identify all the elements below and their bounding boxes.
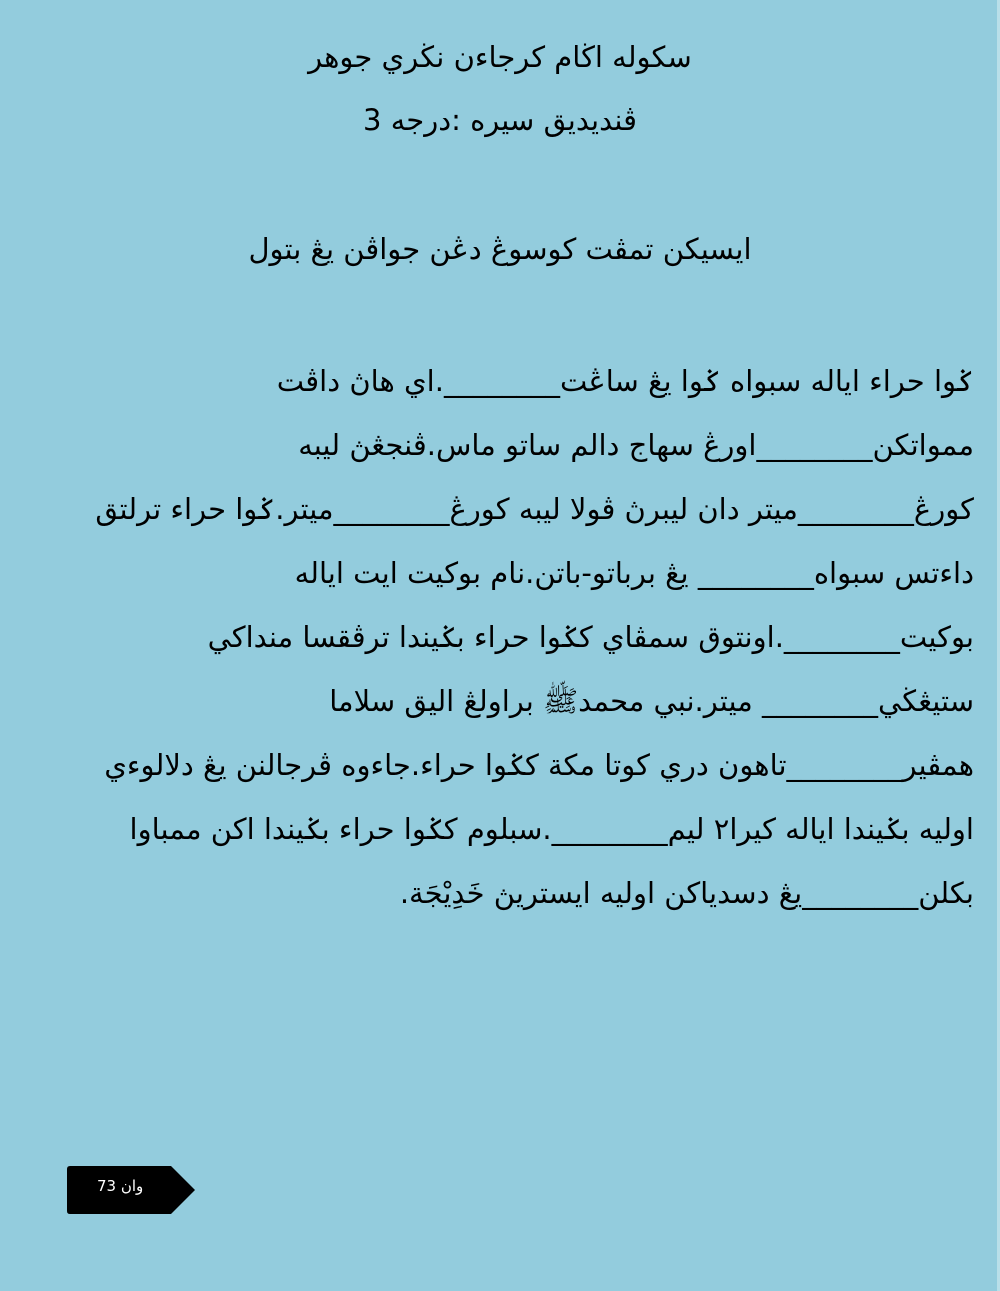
instruction-text: ايسيكن تمڤت كوسوڠ دڠن جواڤن يڠ بتول — [248, 232, 752, 266]
page-number-label: وان 73 — [97, 1177, 144, 1195]
worksheet-line: ݢوا حراء اياله سبواه ݢوا يڠ ساڠت________.اي هاڽ داڤت — [276, 364, 974, 398]
worksheet-line: كورڠ________ميتر دان ليبرڽ ڤولا ليبه كورڠ________ميتر.ݢوا حراء ترلتق — [95, 492, 974, 526]
worksheet-lines — [29, 353, 974, 929]
worksheet-line: اوليه بݢيندا اياله كيرا٢ ليم________.سبلوم كݢوا حراء بݢيندا اكن ممباوا — [129, 812, 974, 846]
school-name: سكوله اڬام كرجاءن نڬري جوهر — [308, 40, 692, 74]
worksheet-line: بوكيت________.اونتوق سمڤاي كݢوا حراء بݢيندا ترڤقسا منداكي — [207, 620, 974, 654]
worksheet-line: ستيڠڬي________ ميتر.نبي محمدﷺ براولڠ اليق سلاما — [329, 684, 974, 718]
worksheet-line: ممواتكن________اورڠ سهاج دالم ساتو ماس.ڤنجڠڽ ليبه — [298, 428, 974, 462]
worksheet-line: داءتس سبواه________ يڠ برباتو-باتن.نام بوكيت ايت اياله — [294, 556, 974, 590]
subject-title: ڤنديديق سيره :درجه 3 — [363, 103, 637, 137]
worksheet-line: بكلن________يڠ دسدياكن اوليه ايستريڽ خَدِيْجَة. — [399, 876, 974, 910]
page-number-tag — [67, 1166, 195, 1214]
worksheet-line: همڤير________تاهون دري كوتا مكة كݢوا حراء.جاءوه ڤرجالنن يڠ دلالوءي — [104, 748, 974, 782]
